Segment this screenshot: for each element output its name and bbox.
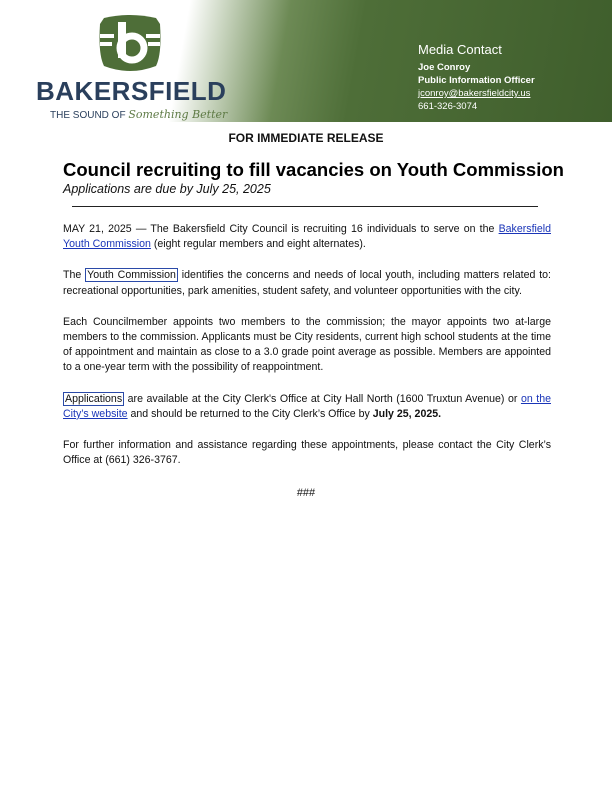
paragraph-3: Each Councilmember appoints two members to the commission; the mayor appoints two at-large members to the commission. Applicants must be City residents, current high school students at the time of appointment and maintain as close to a 3.0 grade point average as possible. Members are appointed to a one-year term with the possibility of reappointment. xyxy=(63,315,551,374)
contact-email-link[interactable]: jconroy@bakersfieldcity.us xyxy=(418,88,531,99)
youth-commission-link[interactable]: Bakersfield Youth Commission xyxy=(63,223,551,251)
b-shield-icon xyxy=(96,14,164,74)
city-website-link[interactable]: on the City’s website xyxy=(63,392,551,420)
youth-commission-link-boxed[interactable]: Youth Commission xyxy=(87,269,176,282)
paragraph-2 xyxy=(63,268,551,298)
deadline-date: July 25, 2025. xyxy=(372,407,442,420)
paragraph-5: For further information and assistance regarding these appointments, please contact the City Clerk’s Office at (661) 326-3767. xyxy=(63,439,551,467)
contact-phone: 661-326-3074 xyxy=(418,101,478,112)
end-mark: ### xyxy=(296,487,316,499)
article-body xyxy=(63,222,551,484)
paragraph-4 xyxy=(63,392,551,422)
p2-tail: identifies the concerns and needs of local youth, including matters related to: recreational opportunities, park amenities, student safety, and volunteer opportunities with the city. xyxy=(63,269,551,297)
divider xyxy=(72,206,538,207)
applications-link[interactable]: Applications xyxy=(65,392,123,405)
p4-text: are available at the City Clerk's Office at City Hall North (1600 Truxtun Avenue) or xyxy=(124,392,521,405)
p4-tail: and should be returned to the City Clerk’s Office by xyxy=(127,407,373,420)
paragraph-1 xyxy=(63,222,551,252)
release-label: FOR IMMEDIATE RELEASE xyxy=(228,131,384,145)
p1-text: MAY 21, 2025 — The Bakersfield City Council is recruiting 16 individuals to serve on the xyxy=(63,223,499,235)
page-subtitle: Applications are due by July 25, 2025 xyxy=(63,182,271,196)
bakersfield-logo xyxy=(32,12,232,124)
p2-text: The xyxy=(63,269,86,282)
page-title: Council recruiting to fill vacancies on Youth Commission xyxy=(63,159,564,180)
tagline-prefix: THE SOUND OF xyxy=(50,110,126,121)
contact-name: Joe Conroy xyxy=(418,62,471,73)
brand-tagline xyxy=(50,108,227,121)
media-contact xyxy=(418,42,535,113)
tagline-script: Something Better xyxy=(128,108,228,121)
contact-role: Public Information Officer xyxy=(418,75,535,86)
letterhead xyxy=(0,0,612,122)
media-contact-title: Media Contact xyxy=(418,42,502,57)
p1-tail: (eight regular members and eight alternates). xyxy=(150,238,366,251)
brand-wordmark: BAKERSFIELD xyxy=(36,76,227,106)
